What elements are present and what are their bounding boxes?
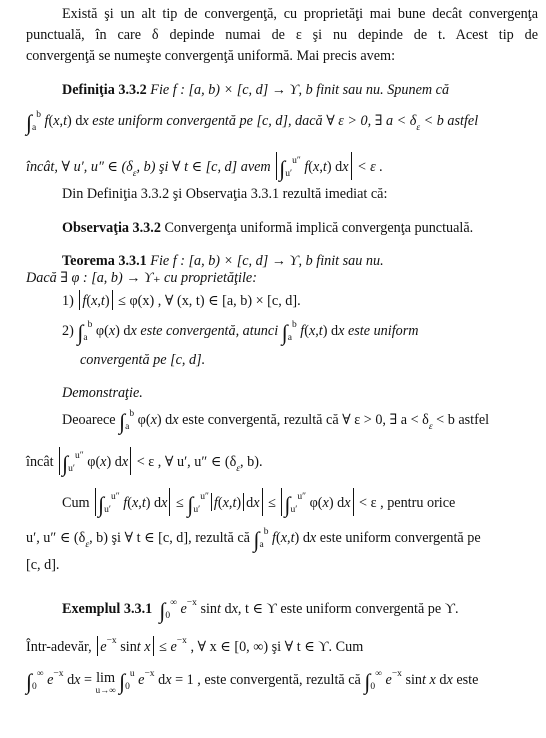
definition-text-3a: încât, ∀ u′, u″ ∈ (δ [26, 159, 133, 175]
definition-text-1: Fie f : [a, b) × [c, d] → ϒ, b finit sau nu. Spunem că [150, 82, 450, 98]
proof-text-1a: Deoarece [62, 412, 116, 428]
item-1-text: ≤ φ(x) , ∀ (x, t) ∈ [a, b) × [c, d]. [118, 293, 301, 309]
definition-abs-integral: $\int_{u'}^{u''}$ f(x,t) dx [274, 159, 353, 175]
limit-operator: lim [96, 670, 116, 686]
theorem-line-2: Dacă ∃ φ : [a, b) → ϒ₊ cu proprietăţile: [26, 270, 257, 286]
theorem-item-2-line-2 [80, 352, 546, 369]
proof-title [62, 385, 538, 402]
item-2-integral-f: $\int_a^b$ f(x,t) dx [281, 320, 345, 345]
proof-title-text: Demonstraţie. [62, 385, 143, 401]
proof-integral-phi: $\int_a^b$ φ(x) dx [119, 409, 179, 434]
item-1-number: 1) [62, 293, 74, 309]
item-2-number: 2) [62, 323, 74, 339]
example-line-2 [26, 636, 538, 656]
theorem-item-1 [62, 290, 546, 310]
example-limit-expression: $\int_0^\infty$ $e^{-x}$ dx = lim u→∞ $\int_0^u$ $e^{-x}$ dx [26, 669, 172, 695]
intro-line-1: Există şi un alt tip de convergenţă, cu proprietăţi mai bune decât convergenţa [62, 6, 538, 22]
theorem-item-2 [62, 320, 546, 345]
definition-line-2: $\int_a^b$ f(x,t) dx este uniform convergentă pe [c, d], dacă ∀ ε > 0, ∃ $a < \delta_\varepsilon < b$ astfel [26, 110, 479, 135]
definition-integral: $\int_a^b$ f(x,t) dx [26, 110, 89, 135]
proof-text-2a: încât [26, 454, 54, 470]
example-line-3 [26, 669, 538, 696]
proof-text-2c: , b). [240, 454, 263, 470]
proof-line-2: încât $\int_{u'}^{u''}$ φ(x) dx < ε , ∀ u′, u″ ∈ ($\delta_\varepsilon$, b). [26, 447, 538, 475]
proof-chain-inequality: $\int_{u'}^{u''}$ f(x,t) dx ≤ $\int_{u'}^{u''}$ f(x,t) dx ≤ $\int_{u'}^{u''}$ φ(x) dx [93, 495, 355, 511]
intro-line-3: convergenţă se numeşte convergenţă uniformă. Mai precis avem: [26, 48, 396, 64]
example-integral-sin: $\int_0^\infty$ $e^{-x}$ sint x dx [364, 669, 453, 694]
definition-text-2-tail: < b astfel [423, 113, 479, 129]
limit-subscript: u→∞ [95, 685, 116, 695]
proof-abs-integral-phi: $\int_{u'}^{u''}$ φ(x) dx [57, 454, 133, 470]
proof-text-3a: Cum [62, 495, 90, 511]
theorem-line-1 [62, 253, 538, 270]
example-text-2b: , ∀ x ∈ [0, ∞) şi ∀ t ∈ ϒ. Cum [190, 639, 364, 655]
theorem-text-1: Fie f : [a, b) × [c, d] → ϒ, b finit sau nu. [146, 253, 384, 269]
definition-text-3c: < ε . [357, 159, 383, 175]
intro-line-2: punctuală, în care δ depinde numai de ε şi nu depinde de t. Acest tip de [26, 27, 538, 43]
consequence-line: Din Definiţia 3.3.2 şi Observaţia 3.3.1 rezultă imediat că: [62, 186, 388, 202]
theorem-title: Teorema 3.3.1 [62, 253, 147, 269]
proof-integral-f: $\int_a^b$ f(x,t) dx [253, 527, 317, 552]
example-integral: $\int_0^\infty$ $e^{-x}$ sint dx [159, 598, 238, 623]
definition-title: Definiţia 3.3.2 [62, 82, 147, 98]
observation-line [62, 220, 538, 237]
observation-title: Observaţia 3.3.2 [62, 220, 161, 236]
proof-line-1: Deoarece $\int_a^b$ φ(x) dx este convergentă, rezultă că ∀ ε > 0, ∃ $a < \delta_\varepsilon < b$ astfel [62, 409, 490, 434]
item-1-abs: f(x,t) [77, 293, 114, 309]
proof-text-2b: < ε , ∀ u′, u″ ∈ (δ [136, 454, 237, 470]
definition-text-2: este uniform convergentă pe [c, d], dacă ∀ ε > 0, ∃ a < δ [92, 113, 417, 129]
proof-text-4c: este uniform convergentă pe [319, 530, 481, 546]
definition-line-1 [62, 82, 538, 99]
proof-text-3b: < ε , pentru orice [359, 495, 456, 511]
observation-text: Convergenţa uniformă implică convergenţa punctuală. [160, 220, 474, 236]
proof-text-1b: este convergentă, rezultă că ∀ ε > 0, ∃ a < δ [182, 412, 429, 428]
item-2-text-tail: este uniform [347, 323, 419, 339]
proof-text-4a: u′, u″ ∈ (δ [26, 530, 86, 546]
example-abs-bound: $e^{-x}$ sint $x \le e^{-x}$ [95, 639, 187, 655]
example-text-1: , t ∈ ϒ este uniform convergentă pe ϒ. [237, 601, 459, 617]
proof-text-1c: < b astfel [436, 412, 490, 428]
proof-text-4b: , b) şi ∀ t ∈ [c, d], rezultă că [89, 530, 250, 546]
item-2-text-2: convergentă pe [c, d]. [80, 352, 206, 368]
proof-line-4: u′, u″ ∈ ($\delta_\varepsilon$, b) şi ∀ t ∈ [c, d], rezultă că $\int_a^b$ f(x,t) dx este uniform convergentă pe [26, 527, 481, 552]
item-2-integral-phi: $\int_a^b$ φ(x) dx [77, 320, 137, 345]
proof-line-5: [c, d]. [26, 557, 60, 573]
proof-line-3 [62, 488, 538, 516]
example-line-1 [62, 598, 538, 623]
definition-line-3: încât, ∀ u′, u″ ∈ ($\delta_\varepsilon$, b) şi ∀ t ∈ [c, d] avem $\int_{u'}^{u''}$ f(x,t) dx < ε . [26, 152, 538, 180]
example-title: Exemplul 3.3.1 [62, 601, 153, 617]
example-text-3b: este [456, 672, 479, 688]
item-2-text: este convergentă, atunci [140, 323, 279, 339]
example-text-3a: = 1 , este convergentă, rezultă că [175, 672, 361, 688]
example-text-2a: Într-adevăr, [26, 639, 92, 655]
definition-text-3b: , b) şi ∀ t ∈ [c, d] avem [136, 159, 271, 175]
